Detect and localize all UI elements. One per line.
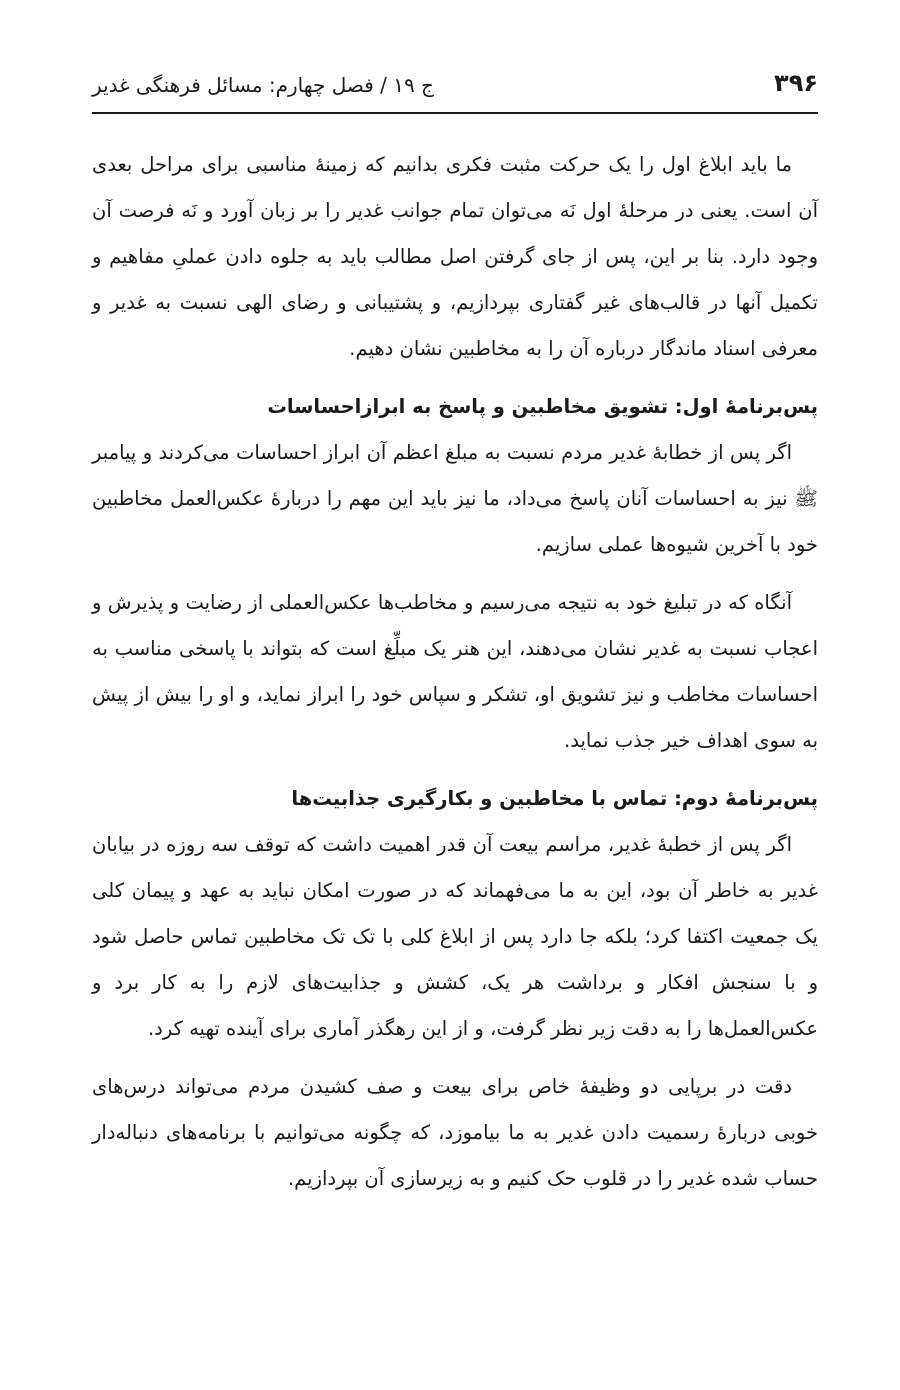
paragraph: اگر پس از خطابهٔ غدیر مردم نسبت به مبلغ اعظم آن ابراز احساسات می‌کردند و پیامبر ﷺ نیز به احساسات آنان پاسخ می‌داد، ما نیز باید این مهم را دربارهٔ عکس‌العمل مخاطبین خود با آخرین شیوه‌ها عملی سازیم. <box>92 441 818 556</box>
paragraph: آنگاه که در تبلیغ خود به نتیجه می‌رسیم و مخاطب‌ها عکس‌العملی از رضایت و پذیرش و اعجاب نسبت به غدیر نشان می‌دهند، این هنر یک مبلِّغ است که بتواند با پاسخی مناسب به احساسات مخاطب و نیز تشویق او، تشکر و سپاس خود را ابراز نماید، و او را بیش از پیش به سوی اهداف خیر جذب نماید. <box>92 591 818 752</box>
spacer <box>92 568 818 580</box>
paragraph: اگر پس از خطبهٔ غدیر، مراسم بیعت آن قدر اهمیت داشت که توقف سه روزه در بیابان غدیر به خاطر آن بود، این به ما می‌فهماند که در صورت امکان نباید به عهد و پیمان کلی یک جمعیت اکتفا کرد؛ بلکه جا دارد پس از ابلاغ کلی با تک تک مخاطبین تماس حاصل شود و با سنجش افکار و برداشت هر یک، کشش و جذابیت‌های لازم را به کار برد و عکس‌العمل‌ها را به دقت زیر نظر گرفت، و از این رهگذر آماری برای آینده تهیه کرد. <box>92 833 818 1040</box>
spacer <box>92 764 818 776</box>
spacer <box>92 1052 818 1064</box>
intro-paragraph: ما باید ابلاغ اول را یک حرکت مثبت فکری بدانیم که زمینهٔ مناسبی برای مراحل بعدی آن است. یعنی در مرحلهٔ اول نَه می‌توان تمام جوانب غدیر را بر زبان آورد و نَه فرصت آن وجود دارد. بنا بر این، پس از جای گرفتن اصل مطالب باید به جلوه دادن عملیِ مفاهیم و تکمیل آنها در قالب‌های غیر گفتاری بپردازیم، و پشتیبانی و رضای الهی نسبت به غدیر و معرفی اسناد ماندگار درباره آن را به مخاطبین نشان دهیم. <box>92 153 818 360</box>
running-header <box>92 68 818 114</box>
spacer <box>92 372 818 384</box>
page-body <box>92 142 818 1202</box>
running-title: ج ۱۹ / فصل چهارم: مسائل فرهنگی غدیر <box>92 73 434 97</box>
section-heading-second: پس‌برنامهٔ دوم: تماس با مخاطبین و بکارگیری جذابیت‌ها <box>291 787 818 810</box>
paragraph: دقت در برپایی دو وظیفهٔ خاص برای بیعت و صف کشیدن مردم می‌تواند درس‌های خوبی دربارهٔ رسمیت دادن غدیر به ما بیاموزد، که چگونه می‌توانیم با برنامه‌های دنباله‌دار حساب شده غدیر را در قلوب حک کنیم و به زیرسازی آن بپردازیم. <box>92 1075 818 1190</box>
section-heading-first: پس‌برنامهٔ اول: تشویق مخاطبین و پاسخ به ابرازاحساسات <box>267 395 818 418</box>
book-page <box>92 0 818 1390</box>
page-number: ۳۹۶ <box>774 69 818 97</box>
